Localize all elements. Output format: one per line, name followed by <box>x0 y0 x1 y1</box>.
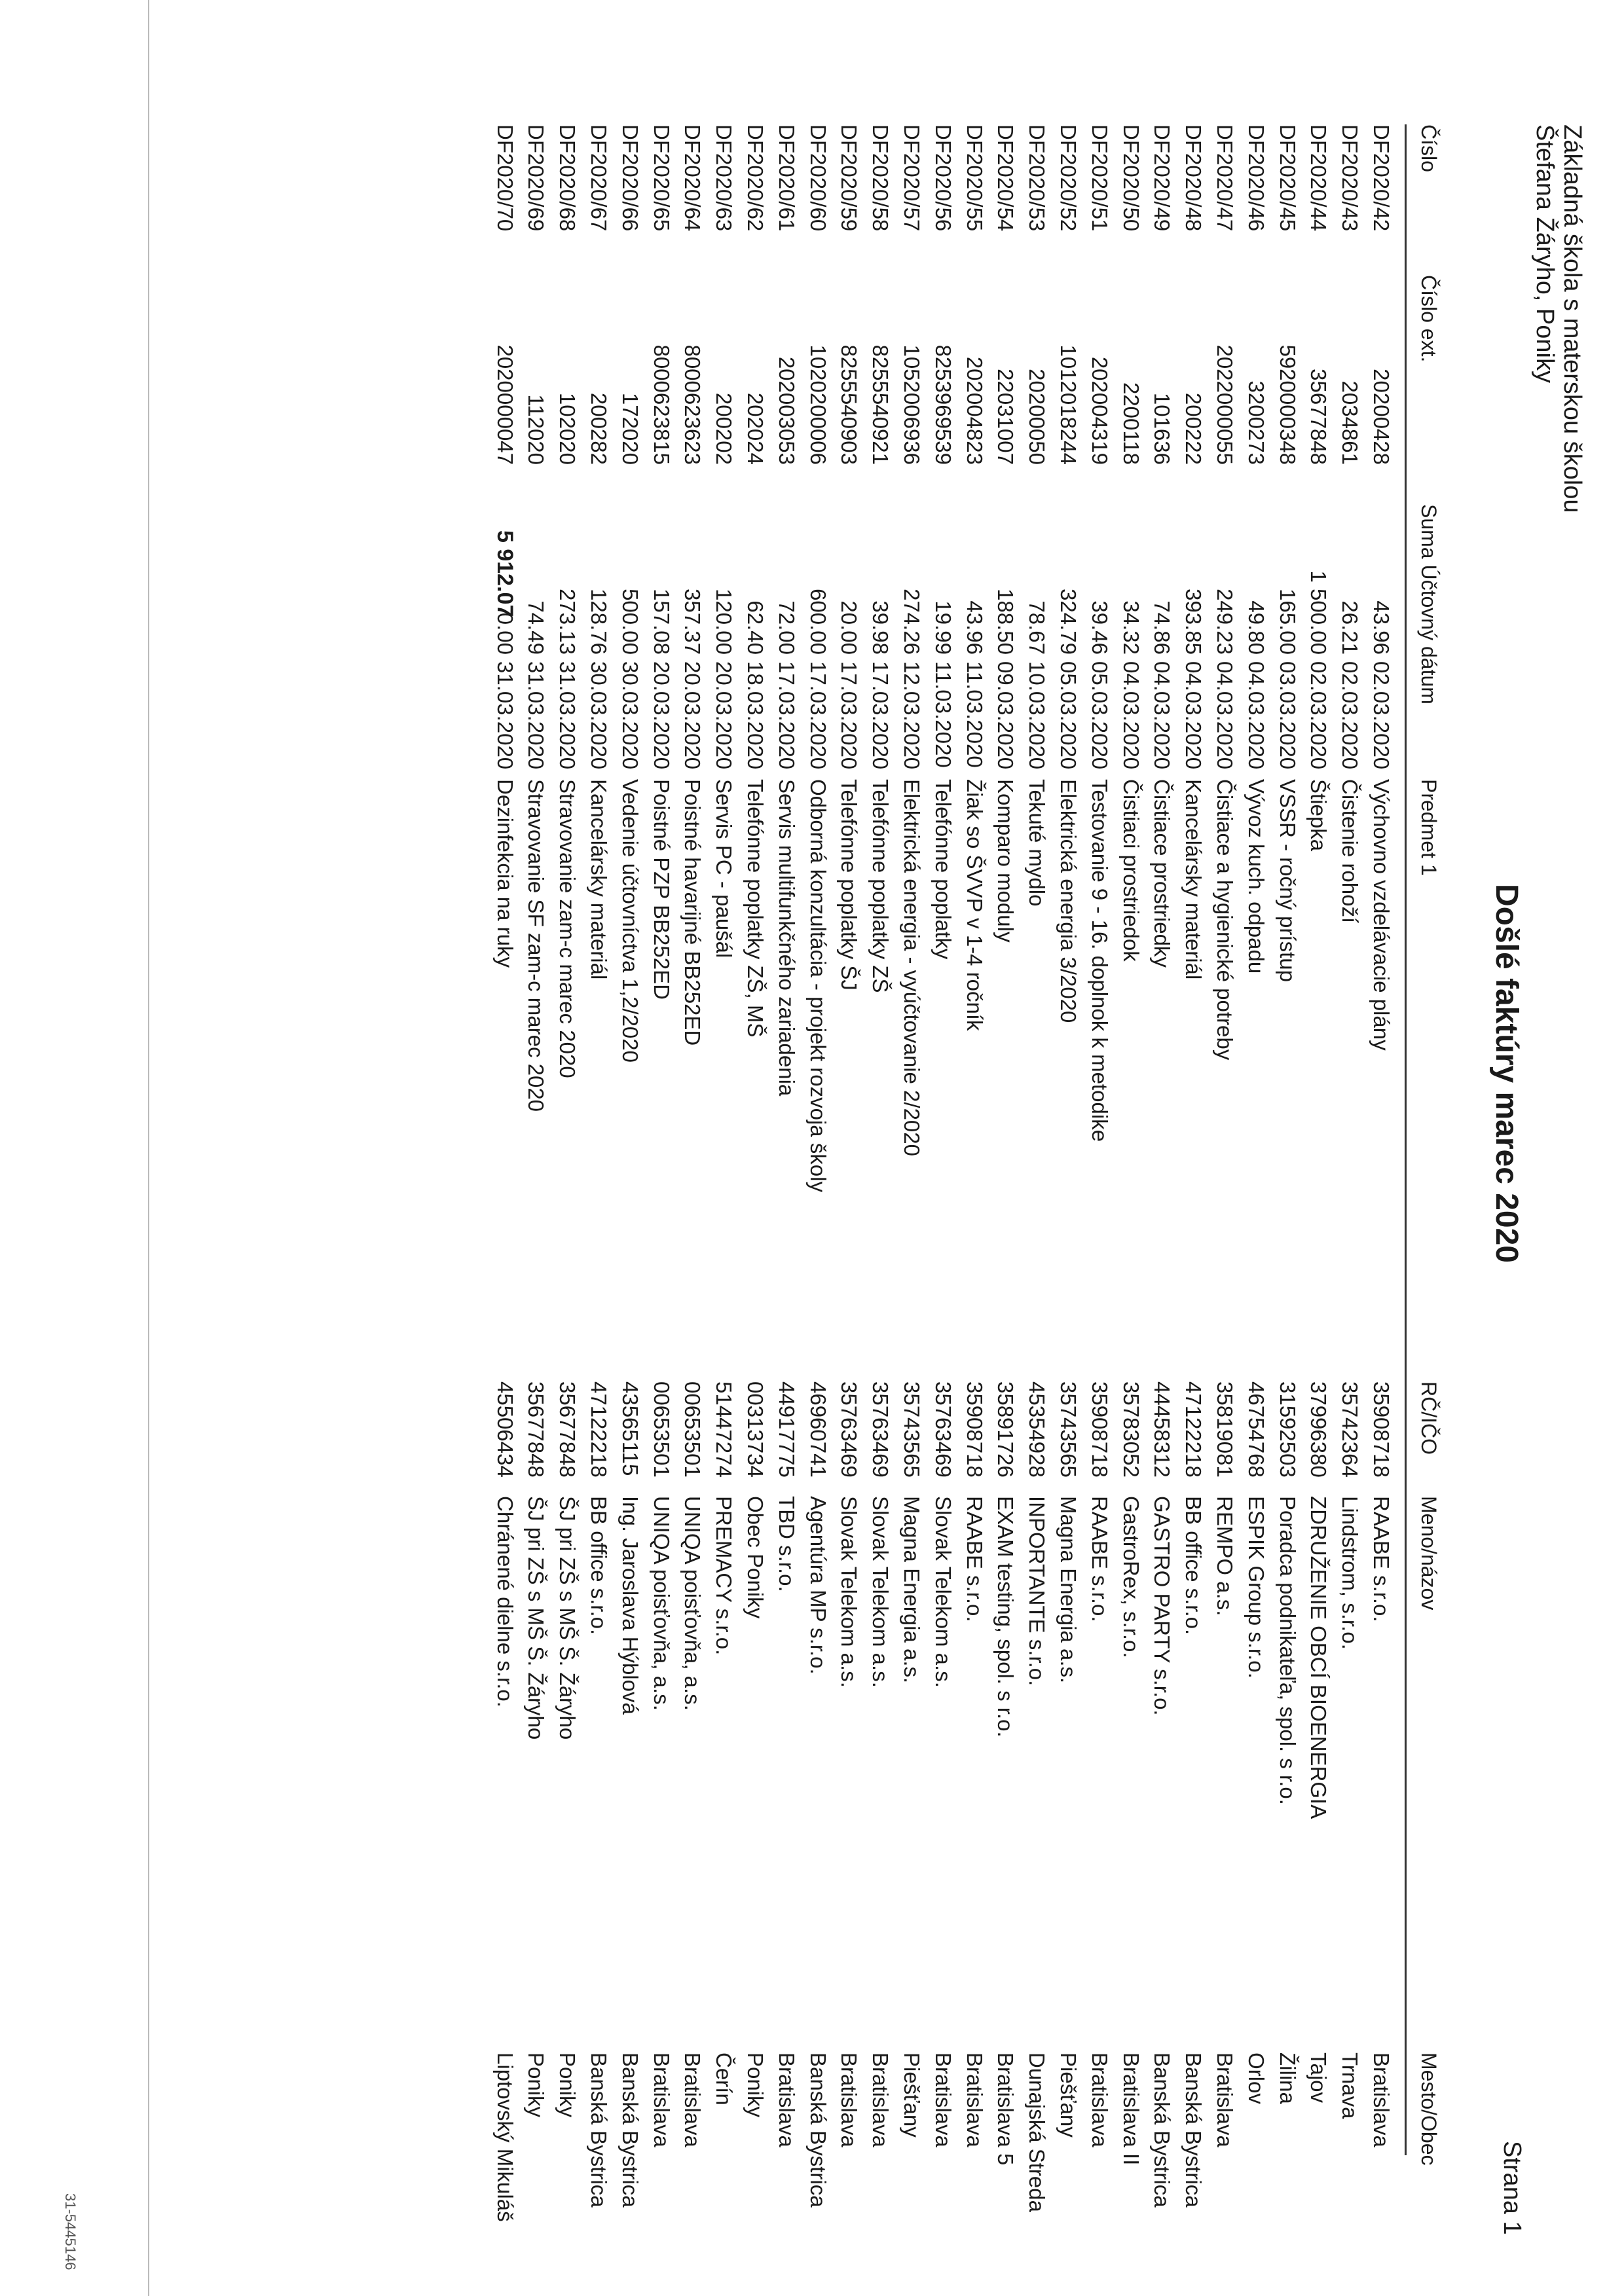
cell-cislo: DF2020/51 <box>1087 124 1112 232</box>
cell-mesto: Banská Bystrica <box>587 2052 611 2208</box>
total-sum: 5 912.07 <box>492 530 517 617</box>
cell-ico: 47122218 <box>1181 1381 1206 1478</box>
cell-predmet: VSSR - ročný prístup <box>1275 779 1300 982</box>
table-row <box>737 124 767 2165</box>
cell-datum: 17.03.2020 <box>837 661 862 770</box>
cell-ico: 35763469 <box>931 1381 955 1478</box>
cell-cislo: DF2020/62 <box>743 124 767 232</box>
cell-meno: Magna Energia a.s. <box>900 1496 924 1684</box>
cell-datum: 11.03.2020 <box>962 661 987 768</box>
cell-ico: 46960741 <box>805 1381 830 1478</box>
table-row <box>956 124 987 2165</box>
cell-meno: GastroRex, s.r.o. <box>1118 1496 1143 1658</box>
cell-suma: 1 500.00 <box>1306 570 1331 655</box>
table-row <box>862 124 893 2165</box>
cell-meno: Poradca podnikateľa, spol. s r.o. <box>1275 1496 1300 1805</box>
cell-mesto: Tajov <box>1306 2052 1331 2104</box>
cell-suma: 273.13 <box>555 589 580 655</box>
cell-meno: Slovak Telekom a.s. <box>868 1496 893 1688</box>
cell-cislo: DF2020/43 <box>1338 124 1363 232</box>
cell-ico: 35783052 <box>1118 1381 1143 1478</box>
cell-cislo-ext: 172020 <box>618 392 642 465</box>
cell-predmet: Kancelársky materiál <box>1181 779 1206 980</box>
table-row <box>1269 124 1300 2165</box>
cell-mesto: Dunajská Streda <box>1025 2052 1050 2212</box>
cell-datum: 20.03.2020 <box>649 661 674 770</box>
cell-cislo-ext: 2200118 <box>1118 382 1143 465</box>
cell-datum: 05.03.2020 <box>1056 661 1080 770</box>
cell-meno: BB office s.r.o. <box>587 1496 611 1635</box>
cell-mesto: Čerín <box>712 2052 737 2105</box>
cell-cislo-ext: 1020200006 <box>805 344 830 465</box>
cell-mesto: Poniky <box>524 2052 549 2118</box>
cell-ico: 35677848 <box>555 1381 580 1478</box>
table-row <box>1331 124 1362 2165</box>
cell-meno: RAABE s.r.o. <box>1369 1496 1393 1622</box>
cell-suma: 600.00 <box>805 589 830 655</box>
cell-meno: PREMACY s.r.o. <box>712 1496 737 1656</box>
cell-ico: 00653501 <box>680 1381 705 1478</box>
cell-cislo-ext: 102020 <box>555 392 580 465</box>
cell-cislo-ext: 8000623623 <box>680 344 705 465</box>
cell-cislo-ext: 3200273 <box>1244 380 1268 465</box>
cell-cislo-ext: 20200428 <box>1369 369 1393 465</box>
cell-mesto: Bratislava 5 <box>993 2052 1018 2166</box>
cell-cislo: DF2020/54 <box>993 124 1018 232</box>
table-row <box>1113 124 1143 2165</box>
cell-datum: 31.03.2020 <box>555 661 580 770</box>
cell-ico: 45506434 <box>492 1381 517 1478</box>
table-row <box>1081 124 1112 2165</box>
cell-meno: INPORTANTE s.r.o. <box>1025 1496 1050 1686</box>
table-row <box>612 124 642 2208</box>
cell-ico: 47122218 <box>587 1381 611 1478</box>
cell-predmet: Poistné PZP BB252ED <box>649 779 674 1000</box>
cell-cislo-ext: 2020000047 <box>492 344 517 465</box>
cell-mesto: Bratislava <box>1213 2052 1237 2147</box>
cell-datum: 04.03.2020 <box>1181 661 1206 770</box>
cell-cislo: DF2020/56 <box>931 124 955 232</box>
cell-mesto: Orlov <box>1244 2052 1268 2104</box>
table-row <box>1300 124 1331 2165</box>
cell-cislo-ext: 8000623815 <box>649 344 674 465</box>
cell-mesto: Poniky <box>743 2052 767 2118</box>
cell-predmet: Tekuté mydlo <box>1025 779 1050 907</box>
table-row <box>987 124 1018 2165</box>
cell-cislo: DF2020/47 <box>1213 124 1237 232</box>
cell-cislo: DF2020/53 <box>1025 124 1050 232</box>
cell-predmet: Telefónne poplatky ZŠ, MŠ <box>743 779 767 1038</box>
cell-suma: 19.99 <box>931 600 955 655</box>
cell-meno: TBD s.r.o. <box>774 1496 799 1592</box>
cell-suma: 274.26 <box>900 589 924 655</box>
cell-predmet: Testovanie 9 - 16. doplnok k metodike <box>1087 779 1112 1142</box>
cell-mesto: Banská Bystrica <box>1150 2052 1175 2208</box>
cell-cislo-ext: 2034861 <box>1338 380 1363 465</box>
cell-cislo: DF2020/67 <box>587 124 611 232</box>
cell-predmet: Elektrická energia 3/2020 <box>1056 779 1080 1023</box>
col-header-mesto: Mesto/Obec <box>1417 2052 1441 2166</box>
cell-cislo-ext: 2022000055 <box>1213 344 1237 465</box>
margin-divider <box>148 0 149 2296</box>
table-row <box>830 124 861 2165</box>
cell-mesto: Bratislava <box>837 2052 862 2147</box>
cell-predmet: Servis PC - paušál <box>712 779 737 958</box>
cell-cislo: DF2020/52 <box>1056 124 1080 232</box>
cell-datum: 17.03.2020 <box>774 661 799 770</box>
cell-predmet: Čistiace a hygienické potreby <box>1213 779 1237 1061</box>
cell-predmet: Výchovno vzdelávacie plány <box>1369 779 1393 1051</box>
cell-suma: 43.96 <box>962 600 987 655</box>
cell-ico: 35908718 <box>1369 1381 1393 1478</box>
cell-suma: 43.96 <box>1369 600 1393 655</box>
cell-meno: ŠJ pri ZŠ s MŠ Š. Žáryho <box>555 1496 580 1740</box>
cell-mesto: Bratislava <box>1369 2052 1393 2147</box>
cell-suma: 74.49 <box>524 600 549 655</box>
cell-ico: 43565115 <box>618 1381 642 1476</box>
table-row <box>768 124 799 2165</box>
cell-meno: REMPO a.s. <box>1213 1496 1237 1616</box>
header-rule <box>1405 124 1407 2155</box>
table-row <box>1143 124 1175 2208</box>
cell-datum: 02.03.2020 <box>1306 661 1331 770</box>
cell-suma: 357.37 <box>680 589 705 655</box>
cell-cislo: DF2020/68 <box>555 124 580 232</box>
page-number: Strana 1 <box>1498 2141 1526 2235</box>
table-row <box>1206 124 1237 2165</box>
cell-datum: 30.03.2020 <box>587 661 611 770</box>
cell-mesto: Banská Bystrica <box>805 2052 830 2208</box>
cell-suma: 188.50 <box>993 589 1018 655</box>
table-row <box>517 124 548 2165</box>
cell-ico: 00653501 <box>649 1381 674 1478</box>
cell-suma: 72.00 <box>774 600 799 655</box>
cell-predmet: Servis multifunkčného zariadenia <box>774 779 799 1097</box>
cell-mesto: Piešťany <box>1056 2052 1080 2138</box>
cell-predmet: Telefónne poplatky <box>931 779 955 960</box>
cell-mesto: Trnava <box>1338 2052 1363 2119</box>
table-row <box>580 124 611 2208</box>
cell-cislo: DF2020/69 <box>524 124 549 232</box>
cell-cislo-ext: 202003053 <box>774 356 799 465</box>
cell-ico: 35819081 <box>1213 1381 1237 1478</box>
cell-cislo: DF2020/49 <box>1150 124 1175 232</box>
cell-ico: 45354928 <box>1025 1381 1050 1478</box>
cell-datum: 04.03.2020 <box>1213 661 1237 770</box>
cell-cislo: DF2020/59 <box>837 124 862 232</box>
table-row <box>1050 124 1080 2165</box>
cell-cislo-ext: 101636 <box>1150 392 1175 465</box>
cell-mesto: Bratislava <box>868 2052 893 2147</box>
cell-mesto: Piešťany <box>900 2052 924 2138</box>
cell-cislo-ext: 1052006936 <box>900 344 924 465</box>
cell-suma: 393.85 <box>1181 589 1206 655</box>
cell-cislo: DF2020/60 <box>805 124 830 232</box>
cell-mesto: Bratislava <box>680 2052 705 2147</box>
cell-cislo: DF2020/63 <box>712 124 737 232</box>
cell-predmet: Vedenie účtovníctva 1,2/2020 <box>618 779 642 1063</box>
cell-ico: 35908718 <box>962 1381 987 1478</box>
cell-suma: 500.00 <box>618 589 642 655</box>
cell-datum: 03.03.2020 <box>1275 661 1300 770</box>
cell-suma: 39.98 <box>868 600 893 655</box>
col-header-suma-datum: Suma Účtovný dátum <box>1417 504 1441 704</box>
cell-meno: ŠJ pri ZŠ s MŠ Š. Žáryho <box>524 1496 549 1740</box>
cell-ico: 35908718 <box>1087 1381 1112 1478</box>
cell-cislo: DF2020/44 <box>1306 124 1331 232</box>
cell-predmet: Elektrická energia - vyúčtovanie 2/2020 <box>900 779 924 1156</box>
cell-ico: 00313734 <box>743 1381 767 1478</box>
col-header-predmet: Predmet 1 <box>1417 779 1441 876</box>
cell-cislo: DF2020/65 <box>649 124 674 232</box>
cell-meno: Magna Energia a.s. <box>1056 1496 1080 1684</box>
cell-cislo: DF2020/46 <box>1244 124 1268 232</box>
cell-suma: 120.00 <box>712 589 737 655</box>
cell-suma: 39.46 <box>1087 600 1112 655</box>
cell-datum: 04.03.2020 <box>1244 661 1268 770</box>
cell-predmet: Čistiace prostriedky <box>1150 779 1175 968</box>
cell-mesto: Bratislava <box>1087 2052 1112 2147</box>
page-title: Došlé faktúry marec 2020 <box>1489 884 1524 1263</box>
cell-predmet: Žiak so ŠVVP v 1-4 ročník <box>962 779 987 1031</box>
cell-ico: 35677848 <box>524 1381 549 1478</box>
table-row <box>705 124 736 2165</box>
cell-meno: Chránené dielne s.r.o. <box>492 1496 517 1707</box>
cell-predmet: Telefónne poplatky ZŠ <box>868 779 893 993</box>
col-header-cislo: Číslo <box>1417 124 1441 172</box>
cell-cislo: DF2020/45 <box>1275 124 1300 232</box>
cell-cislo-ext: 1012018244 <box>1056 344 1080 465</box>
cell-predmet: Dezinfekcia na ruky <box>492 779 517 968</box>
cell-ico: 44917775 <box>774 1381 799 1478</box>
table-row <box>1363 124 1393 2165</box>
cell-suma: 157.08 <box>649 589 674 655</box>
cell-meno: Ing. Jaroslava Hýblová <box>618 1496 642 1715</box>
cell-cislo: DF2020/50 <box>1118 124 1143 232</box>
cell-suma: 128.76 <box>587 589 611 655</box>
cell-cislo-ext: 202024 <box>743 392 767 465</box>
cell-suma: 49.80 <box>1244 600 1268 655</box>
cell-meno: ZDRUŽENIE OBCÍ BIOENERGIA <box>1306 1496 1331 1819</box>
cell-datum: 11.03.2020 <box>931 661 955 768</box>
cell-ico: 35891726 <box>993 1381 1018 1478</box>
cell-predmet: Stravovanie zam-c marec 2020 <box>555 779 580 1078</box>
cell-predmet: Štiepka <box>1306 779 1331 852</box>
cell-datum: 20.03.2020 <box>680 661 705 770</box>
cell-datum: 17.03.2020 <box>868 661 893 770</box>
cell-ico: 37996380 <box>1306 1381 1331 1478</box>
cell-mesto: Bratislava <box>774 2052 799 2147</box>
cell-meno: Slovak Telekom a.s. <box>931 1496 955 1688</box>
cell-mesto: Liptovský Mikuláš <box>492 2052 517 2222</box>
cell-suma: 165.00 <box>1275 589 1300 655</box>
cell-datum: 20.03.2020 <box>712 661 737 770</box>
cell-meno: RAABE s.r.o. <box>1087 1496 1112 1622</box>
document-stamp-code: 31-5445146 <box>62 2193 79 2270</box>
cell-cislo: DF2020/64 <box>680 124 705 232</box>
cell-cislo-ext: 22031007 <box>993 369 1018 465</box>
table-row <box>800 124 830 2208</box>
cell-mesto: Bratislava <box>962 2052 987 2147</box>
cell-cislo: DF2020/70 <box>492 124 517 232</box>
cell-datum: 05.03.2020 <box>1087 661 1112 770</box>
school-name-line1: Základná škola s materskou školou <box>1559 124 1586 513</box>
table-row <box>674 124 705 2165</box>
cell-datum: 17.03.2020 <box>805 661 830 770</box>
cell-mesto: Bratislava II <box>1118 2052 1143 2166</box>
cell-datum: 04.03.2020 <box>1150 661 1175 770</box>
cell-predmet: Čistenie rohoží <box>1338 779 1363 924</box>
cell-cislo-ext: 35677848 <box>1306 369 1331 465</box>
cell-datum: 31.03.2020 <box>492 661 517 770</box>
cell-cislo: DF2020/57 <box>900 124 924 232</box>
cell-cislo: DF2020/66 <box>618 124 642 232</box>
cell-cislo-ext: 202004823 <box>962 356 987 465</box>
cell-cislo-ext: 112020 <box>524 394 549 465</box>
cell-predmet: Komparo moduly <box>993 779 1018 943</box>
cell-suma: 62.40 <box>743 600 767 655</box>
cell-meno: UNIQA poisťovňa, a.s. <box>649 1496 674 1711</box>
cell-mesto: Bratislava <box>931 2052 955 2147</box>
col-header-ico: RČ/IČO <box>1417 1381 1441 1455</box>
cell-mesto: Žilina <box>1275 2052 1300 2104</box>
table-row <box>549 124 580 2165</box>
table-row <box>893 124 924 2165</box>
cell-predmet: Vývoz kuch. odpadu <box>1244 779 1268 974</box>
cell-predmet: Poistné havarijné BB252ED <box>680 779 705 1046</box>
table-row <box>925 124 955 2165</box>
cell-ico: 51447274 <box>712 1381 737 1478</box>
cell-predmet: Čistiaci prostriedok <box>1118 779 1143 962</box>
cell-cislo-ext: 200282 <box>587 392 611 465</box>
cell-suma: 249.23 <box>1213 589 1237 655</box>
cell-datum: 02.03.2020 <box>1338 661 1363 770</box>
cell-cislo-ext: 202004319 <box>1087 356 1112 465</box>
cell-suma: 78.67 <box>1025 600 1050 655</box>
cell-mesto: Poniky <box>555 2052 580 2118</box>
cell-cislo: DF2020/42 <box>1369 124 1393 232</box>
cell-cislo: DF2020/61 <box>774 124 799 232</box>
table-row <box>1175 124 1206 2208</box>
cell-meno: RAABE s.r.o. <box>962 1496 987 1622</box>
cell-ico: 35763469 <box>868 1381 893 1478</box>
cell-ico: 35763469 <box>837 1381 862 1478</box>
cell-cislo-ext: 8253969539 <box>931 344 955 465</box>
cell-predmet: Stravovanie SF zam-c marec 2020 <box>524 779 549 1112</box>
cell-meno: Slovak Telekom a.s. <box>837 1496 862 1688</box>
cell-mesto: Bratislava <box>649 2052 674 2147</box>
cell-ico: 35742364 <box>1338 1381 1363 1478</box>
cell-predmet: Telefónne poplatky ŠJ <box>837 779 862 991</box>
cell-ico: 35743565 <box>1056 1381 1080 1478</box>
cell-cislo-ext: 8255540903 <box>837 344 862 465</box>
cell-meno: Agentúra MP s.r.o. <box>805 1496 830 1675</box>
cell-suma: 34.32 <box>1118 600 1143 655</box>
cell-ico: 31592503 <box>1275 1381 1300 1478</box>
cell-suma: 26.21 <box>1338 600 1363 655</box>
cell-cislo-ext: 5920000348 <box>1275 344 1300 465</box>
cell-suma: 74.86 <box>1150 600 1175 655</box>
cell-meno: UNIQA poisťovňa, a.s. <box>680 1496 705 1711</box>
cell-meno: ESPIK Group s.r.o. <box>1244 1496 1268 1679</box>
cell-cislo: DF2020/58 <box>868 124 893 232</box>
table-row <box>1238 124 1268 2165</box>
cell-datum: 18.03.2020 <box>743 661 767 770</box>
cell-datum: 04.03.2020 <box>1118 661 1143 770</box>
cell-datum: 30.03.2020 <box>618 661 642 770</box>
cell-mesto: Banská Bystrica <box>1181 2052 1206 2208</box>
cell-suma: 0.00 <box>492 612 517 655</box>
cell-predmet: Kancelársky materiál <box>587 779 611 980</box>
cell-datum: 12.03.2020 <box>900 661 924 770</box>
cell-ico: 35743565 <box>900 1381 924 1478</box>
cell-cislo-ext: 200202 <box>712 392 737 465</box>
cell-meno: EXAM testing, spol. s r.o. <box>993 1496 1018 1738</box>
cell-cislo: DF2020/55 <box>962 124 987 232</box>
cell-datum: 31.03.2020 <box>524 661 549 770</box>
cell-mesto: Banská Bystrica <box>618 2052 642 2208</box>
cell-ico: 46754768 <box>1244 1381 1268 1478</box>
table-row <box>487 124 517 2222</box>
cell-ico: 44458312 <box>1150 1381 1175 1478</box>
cell-predmet: Odborná konzultácia - projekt rozvoja školy <box>805 779 830 1192</box>
cell-suma: 20.00 <box>837 600 862 655</box>
col-header-meno: Meno/názov <box>1417 1496 1441 1611</box>
cell-cislo-ext: 20200050 <box>1025 369 1050 465</box>
cell-suma: 324.79 <box>1056 589 1080 655</box>
table-row <box>643 124 674 2165</box>
cell-meno: Lindstrom, s.r.o. <box>1338 1496 1363 1650</box>
cell-datum: 09.03.2020 <box>993 661 1018 770</box>
cell-datum: 10.03.2020 <box>1025 661 1050 770</box>
cell-datum: 02.03.2020 <box>1369 661 1393 770</box>
cell-cislo-ext: 8255540921 <box>868 344 893 465</box>
school-name-line2: Štefana Žáryho, Poniky <box>1531 124 1559 383</box>
col-header-cislo-ext: Číslo ext. <box>1417 275 1441 363</box>
cell-meno: BB office s.r.o. <box>1181 1496 1206 1635</box>
cell-cislo: DF2020/48 <box>1181 124 1206 232</box>
cell-meno: Obec Poniky <box>743 1496 767 1619</box>
cell-meno: GASTRO PARTY s.r.o. <box>1150 1496 1175 1716</box>
table-row <box>1018 124 1050 2212</box>
cell-cislo-ext: 200222 <box>1181 392 1206 465</box>
